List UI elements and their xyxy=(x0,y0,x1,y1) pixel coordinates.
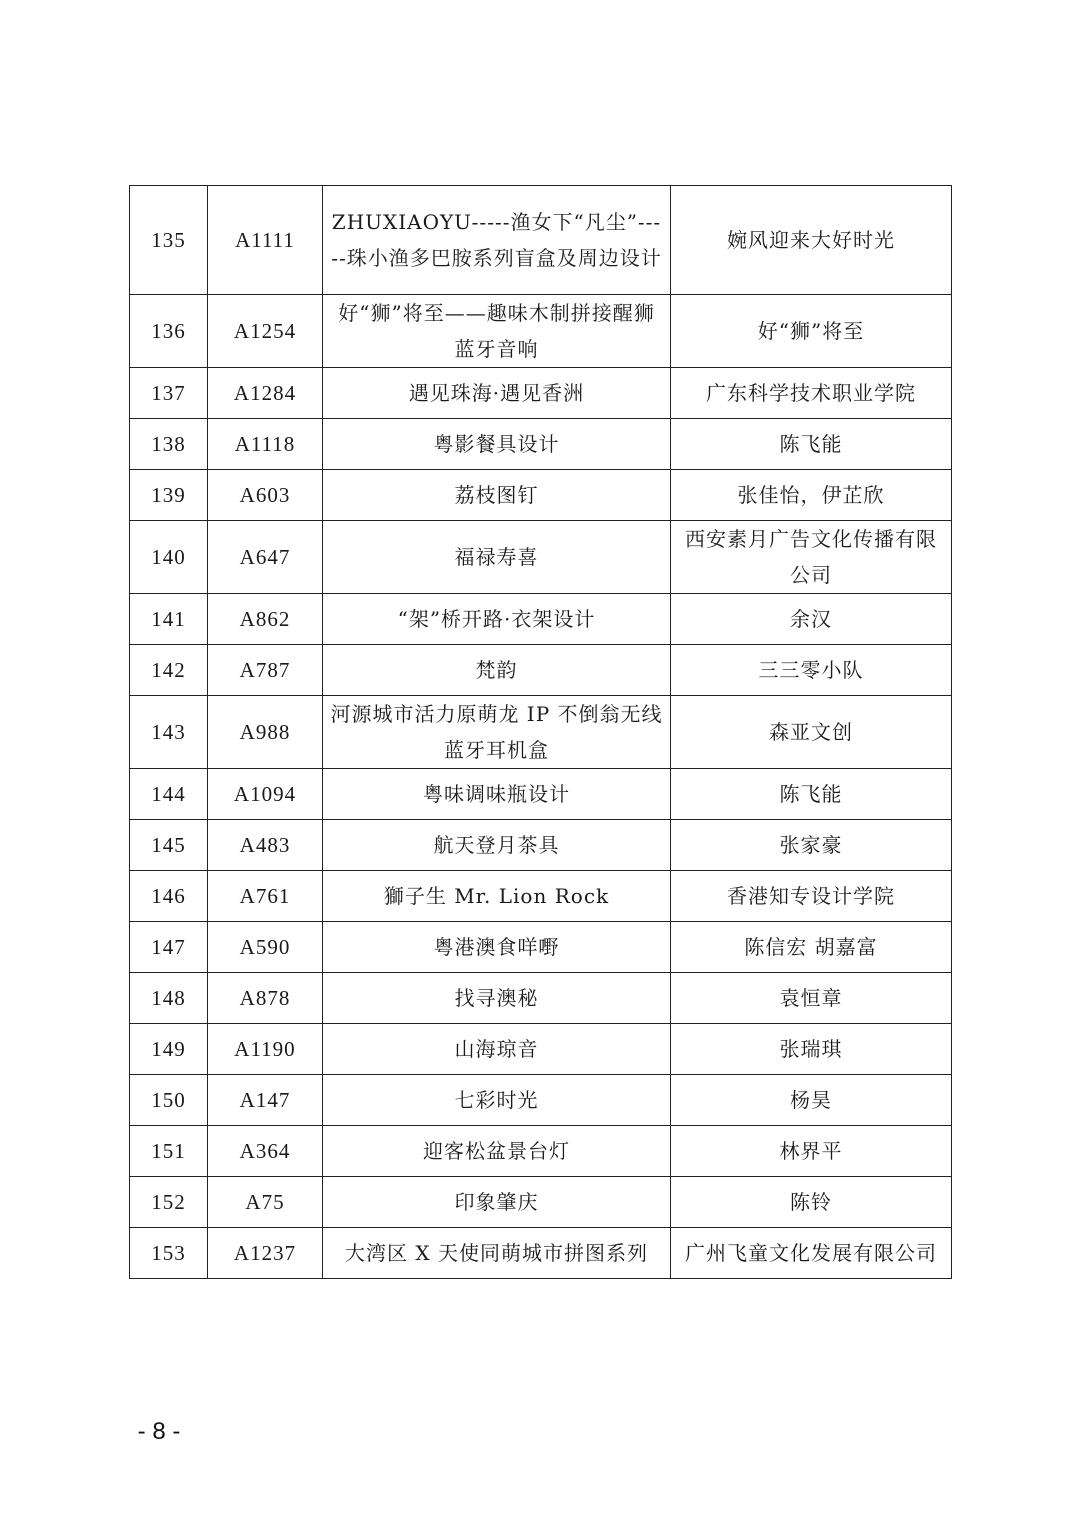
author-name: 广东科学技术职业学院 xyxy=(671,368,952,419)
table-body xyxy=(130,186,952,1279)
entry-code: A147 xyxy=(208,1075,323,1126)
row-number: 149 xyxy=(130,1024,208,1075)
work-title: 荔枝图钉 xyxy=(323,470,671,521)
author-name: 陈铃 xyxy=(671,1177,952,1228)
row-number: 136 xyxy=(130,295,208,368)
table-row xyxy=(130,973,952,1024)
row-number: 150 xyxy=(130,1075,208,1126)
work-title: 迎客松盆景台灯 xyxy=(323,1126,671,1177)
entry-code: A1190 xyxy=(208,1024,323,1075)
row-number: 137 xyxy=(130,368,208,419)
author-name: 森亚文创 xyxy=(671,696,952,769)
table-row xyxy=(130,1177,952,1228)
row-number: 148 xyxy=(130,973,208,1024)
author-name: 张佳怡，伊芷欣 xyxy=(671,470,952,521)
table-row xyxy=(130,820,952,871)
row-number: 153 xyxy=(130,1228,208,1279)
work-title: 大湾区 X 天使同萌城市拼图系列 xyxy=(323,1228,671,1279)
author-name: 杨昊 xyxy=(671,1075,952,1126)
author-name: 张瑞琪 xyxy=(671,1024,952,1075)
work-title: 山海琼音 xyxy=(323,1024,671,1075)
entry-code: A1254 xyxy=(208,295,323,368)
work-title: 獅子生 Mr. Lion Rock xyxy=(323,871,671,922)
author-name: 袁恒章 xyxy=(671,973,952,1024)
table-row xyxy=(130,521,952,594)
entry-code: A1237 xyxy=(208,1228,323,1279)
entry-code: A364 xyxy=(208,1126,323,1177)
row-number: 142 xyxy=(130,645,208,696)
author-name: 西安素月广告文化传播有限公司 xyxy=(671,521,952,594)
entry-code: A1094 xyxy=(208,769,323,820)
author-name: 香港知专设计学院 xyxy=(671,871,952,922)
row-number: 140 xyxy=(130,521,208,594)
author-name: 张家豪 xyxy=(671,820,952,871)
row-number: 145 xyxy=(130,820,208,871)
work-title: 福禄寿喜 xyxy=(323,521,671,594)
entry-code: A862 xyxy=(208,594,323,645)
work-title: 粤影餐具设计 xyxy=(323,419,671,470)
work-title: 梵韵 xyxy=(323,645,671,696)
entry-code: A878 xyxy=(208,973,323,1024)
row-number: 147 xyxy=(130,922,208,973)
entry-code: A75 xyxy=(208,1177,323,1228)
row-number: 141 xyxy=(130,594,208,645)
author-name: 陈飞能 xyxy=(671,419,952,470)
table-row xyxy=(130,186,952,295)
table-row xyxy=(130,871,952,922)
work-title: “架”桥开路·衣架设计 xyxy=(323,594,671,645)
author-name: 三三零小队 xyxy=(671,645,952,696)
table-row xyxy=(130,1126,952,1177)
entry-code: A647 xyxy=(208,521,323,594)
table-row xyxy=(130,419,952,470)
author-name: 婉风迎来大好时光 xyxy=(671,186,952,295)
row-number: 146 xyxy=(130,871,208,922)
row-number: 144 xyxy=(130,769,208,820)
table-row xyxy=(130,470,952,521)
entry-code: A1118 xyxy=(208,419,323,470)
author-name: 林界平 xyxy=(671,1126,952,1177)
entry-code: A787 xyxy=(208,645,323,696)
table-row xyxy=(130,1228,952,1279)
work-title: ZHUXIAOYU-----渔女下“凡尘”-----珠小渔多巴胺系列盲盒及周边设计 xyxy=(323,186,671,295)
work-title: 找寻澳秘 xyxy=(323,973,671,1024)
row-number: 143 xyxy=(130,696,208,769)
entry-code: A483 xyxy=(208,820,323,871)
table-row xyxy=(130,1024,952,1075)
author-name: 陈信宏 胡嘉富 xyxy=(671,922,952,973)
table-row xyxy=(130,1075,952,1126)
table-row xyxy=(130,769,952,820)
entry-code: A590 xyxy=(208,922,323,973)
entry-code: A603 xyxy=(208,470,323,521)
author-name: 余汉 xyxy=(671,594,952,645)
entry-code: A1284 xyxy=(208,368,323,419)
row-number: 139 xyxy=(130,470,208,521)
work-title: 河源城市活力原萌龙 IP 不倒翁无线蓝牙耳机盒 xyxy=(323,696,671,769)
award-list-table xyxy=(129,185,952,1279)
author-name: 陈飞能 xyxy=(671,769,952,820)
work-title: 粤味调味瓶设计 xyxy=(323,769,671,820)
work-title: 遇见珠海·遇见香洲 xyxy=(323,368,671,419)
table-row xyxy=(130,922,952,973)
work-title: 好“狮”将至——趣味木制拼接醒狮蓝牙音响 xyxy=(323,295,671,368)
table-row xyxy=(130,295,952,368)
row-number: 138 xyxy=(130,419,208,470)
entry-code: A761 xyxy=(208,871,323,922)
work-title: 七彩时光 xyxy=(323,1075,671,1126)
row-number: 135 xyxy=(130,186,208,295)
table-row xyxy=(130,594,952,645)
table-row xyxy=(130,645,952,696)
page-number: - 8 - xyxy=(137,1418,181,1445)
entry-code: A988 xyxy=(208,696,323,769)
table-row xyxy=(130,368,952,419)
row-number: 151 xyxy=(130,1126,208,1177)
entry-code: A1111 xyxy=(208,186,323,295)
row-number: 152 xyxy=(130,1177,208,1228)
work-title: 印象肇庆 xyxy=(323,1177,671,1228)
work-title: 航天登月茶具 xyxy=(323,820,671,871)
work-title: 粤港澳食咩嘢 xyxy=(323,922,671,973)
table-row xyxy=(130,696,952,769)
author-name: 好“狮”将至 xyxy=(671,295,952,368)
author-name: 广州飞童文化发展有限公司 xyxy=(671,1228,952,1279)
